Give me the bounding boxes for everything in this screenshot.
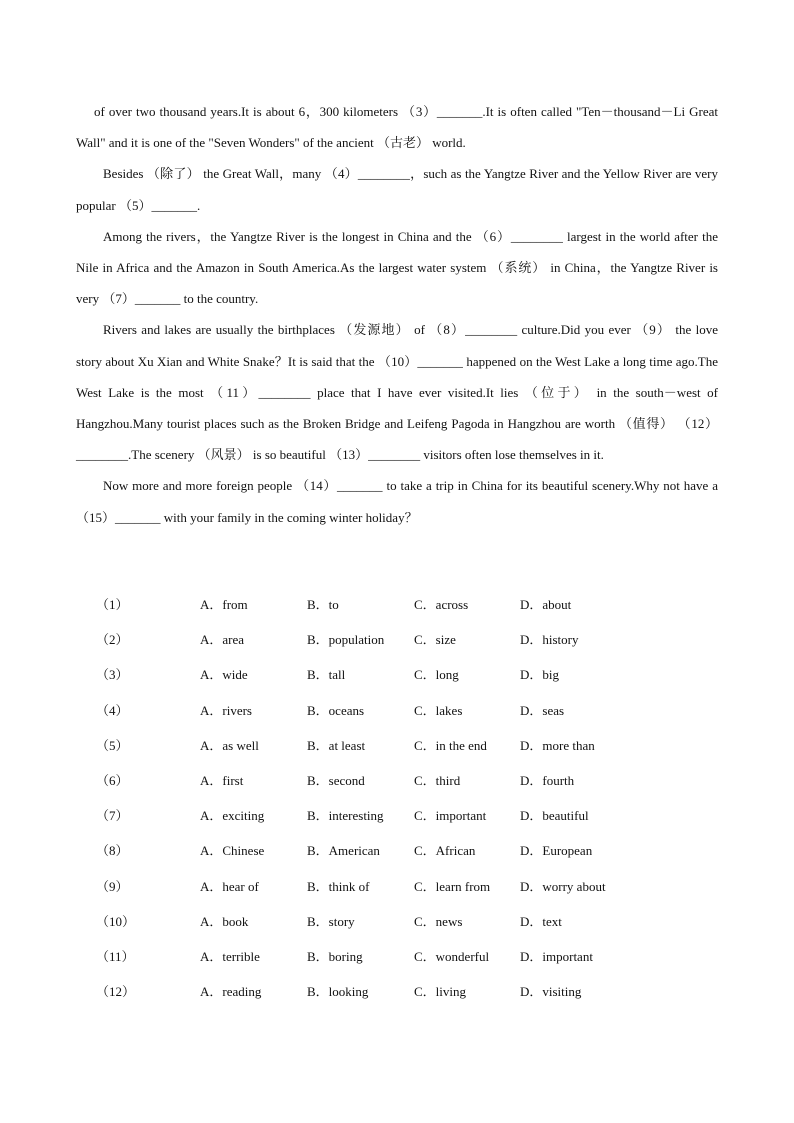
option-c: C．lakes: [414, 702, 463, 718]
question-number: （8）: [96, 843, 129, 859]
passage-paragraph: of over two thousand years.It is about 6，300 kilometers （3）_______.It is often called "Ten－thousand－Li Great Wall" and it is one of the "Seven Wonders" of the ancient （古老） world.: [76, 104, 718, 151]
question-row: [96, 946, 716, 981]
option-d: D．about: [520, 597, 572, 612]
option-c: C．third: [414, 772, 461, 788]
question-number: （10）: [96, 913, 136, 929]
option-c: C．in the end: [414, 737, 487, 753]
option-b: B．second: [307, 772, 365, 788]
option-d: D．visiting: [520, 984, 582, 1000]
question-number: （2）: [96, 632, 129, 648]
option-b: B．at least: [307, 737, 366, 753]
question-number: （4）: [96, 702, 129, 718]
question-row: [96, 664, 716, 699]
passage-paragraph: Now more and more foreign people （14）_______ to take a trip in China for its beautiful scenery.Why not have a （15）_______ with your family in the coming winter holiday？: [76, 478, 718, 525]
option-a: A．book: [200, 913, 249, 929]
question-number: （1）: [96, 597, 129, 612]
question-row: [96, 700, 716, 735]
question-row: [96, 735, 716, 770]
question-row: [96, 981, 716, 1016]
option-d: D．beautiful: [520, 808, 589, 824]
option-b: B．story: [307, 913, 355, 929]
option-c: C．size: [414, 632, 456, 648]
question-row: [96, 840, 716, 875]
option-c: C．living: [414, 984, 467, 1000]
question-row: [96, 911, 716, 946]
option-c: C．African: [414, 843, 476, 859]
question-row: [96, 805, 716, 840]
question-row: [96, 876, 716, 911]
option-c: C．wonderful: [414, 948, 490, 964]
question-number: （5）: [96, 737, 129, 753]
question-row: [96, 629, 716, 664]
option-a: A．area: [200, 632, 245, 648]
option-c: C．important: [414, 808, 487, 824]
passage-paragraph: Rivers and lakes are usually the birthplaces （发源地） of （8）________ culture.Did you ever （9） the love story about Xu Xian and White Snake？It is said that the （10）_______ happened on the West Lake a long time ago.The West Lake is the most （11）________ place that I have ever visited.It lies （位于） in the south－west of Hangzhou.Many tourist places such as the Broken Bridge and Leifeng Pagoda in Hangzhou are worth （值得） （12）________.The scenery （风景） is so beautiful （13）________ visitors often lose themselves in it.: [76, 322, 718, 463]
option-b: B．think of: [307, 878, 370, 894]
option-b: B．population: [307, 632, 385, 648]
option-d: D．fourth: [520, 772, 575, 788]
option-a: A．terrible: [200, 948, 260, 964]
question-row: [96, 594, 716, 629]
reading-passage: [76, 96, 718, 533]
passage-paragraph: Among the rivers，the Yangtze River is the longest in China and the （6）________ largest in the world after the Nile in Africa and the Amazon in South America.As the largest water system （系统） in China，the Yangtze River is very （7）_______ to the country.: [76, 228, 718, 307]
answer-options-list: [96, 594, 716, 1016]
option-b: B．oceans: [307, 702, 365, 718]
option-d: D．European: [520, 843, 593, 859]
option-c: C．long: [414, 667, 459, 683]
option-c: C．across: [414, 597, 469, 612]
question-row: [96, 770, 716, 805]
passage-paragraph: Besides （除了） the Great Wall，many （4）________，such as the Yangtze River and the Yellow River are very popular （5）_______.: [76, 166, 718, 213]
option-a: A．hear of: [200, 878, 259, 894]
question-number: （9）: [96, 878, 129, 894]
question-number: （6）: [96, 772, 129, 788]
option-d: D．big: [520, 667, 560, 683]
option-d: D．important: [520, 948, 593, 964]
option-d: D．more than: [520, 737, 595, 753]
option-d: D．seas: [520, 702, 565, 718]
option-c: C．news: [414, 913, 463, 929]
option-a: A．reading: [200, 984, 262, 1000]
option-a: A．first: [200, 772, 244, 788]
option-a: A．wide: [200, 667, 248, 683]
option-b: B．tall: [307, 667, 346, 683]
question-number: （12）: [96, 984, 136, 1000]
option-b: B．boring: [307, 948, 363, 964]
option-a: A．from: [200, 597, 248, 612]
question-number: （3）: [96, 667, 129, 683]
option-d: D．history: [520, 632, 579, 648]
option-d: D．worry about: [520, 878, 606, 894]
option-d: D．text: [520, 913, 562, 929]
question-number: （11）: [96, 948, 135, 964]
option-b: B．to: [307, 597, 339, 612]
option-a: A．as well: [200, 737, 259, 753]
option-b: B．looking: [307, 984, 369, 1000]
option-b: B．interesting: [307, 808, 384, 824]
option-a: A．Chinese: [200, 843, 265, 859]
option-c: C．learn from: [414, 878, 491, 894]
option-a: A．rivers: [200, 702, 252, 718]
option-a: A．exciting: [200, 808, 265, 824]
option-b: B．American: [307, 843, 380, 859]
question-number: （7）: [96, 808, 129, 824]
